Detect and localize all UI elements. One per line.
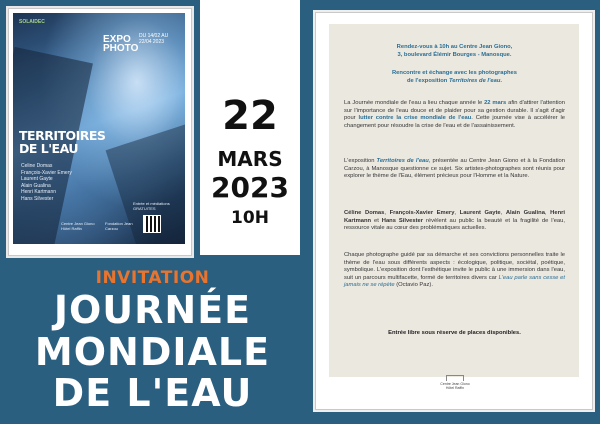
venue-logo-line: Centre Jean Giono [440,382,470,386]
paragraph-artists [344,210,565,233]
venue-logo [440,382,470,390]
exhibition-name: Territoires de l'eau [448,77,501,84]
date-day: 22 [222,93,278,139]
invitation-label: INVITATION [95,268,210,288]
meeting-description [344,70,565,85]
quote: L'eau parle sans cesse et jamais ne se répète [344,274,565,289]
text-run: Chaque photographe guidé par sa démarche et ses convictions personnelles traite le thème de l'eau sous différents aspects : écologique, politique, sociétal, poétique, symbolique. L'exposition dont l'esthétique invite le public à une immersion dans l'eau, suit un parcours multifacette, formé de territoires divers car [344,252,565,281]
qr-code-icon [143,215,161,233]
text-run: (Octavio Paz). [394,282,433,289]
artist-name: François-Xavier Emery [389,210,455,216]
title-line3: DE L'EAU [52,371,253,415]
date-month: MARS [217,147,283,171]
text-run: . [500,77,502,84]
poster-artist: Hans Silvester [21,195,54,202]
poster-artist: François-Xavier Emery [21,169,72,176]
exhibition-poster [13,13,185,244]
poster-artist: Laurent Gayte [21,176,53,182]
venue-logo-icon [446,375,464,381]
poster-artist: Alain Gualina [21,182,51,189]
text-run: de l'exposition [406,77,449,84]
poster-title [19,129,105,155]
paragraph-exhibition [344,158,565,181]
poster-title-line1: TERRITOIRES [19,128,106,143]
text-run: . Cette journée vise à accélérer le changement pour résoudre la crise de l'eau et de l'assainissement. [344,115,565,129]
poster-dates: DU 14/02 AU 22/04 2023 [139,33,169,45]
poster-venue: Fondation Jean Carzou [105,221,133,231]
poster-artist: Henri Kartmann [21,189,57,195]
title-line2: MONDIALE [34,330,271,374]
meeting-description-line: Rencontre et échange avec les photographes [392,70,517,76]
meeting-place-line: Rendez-vous à 10h au Centre Jean Giono, [396,44,513,50]
free-entry-note: Entrée libre sous réserve de places disponibles. [388,330,521,336]
text-run: et [371,217,382,224]
text-run: , [454,210,460,216]
meeting-description-line [344,78,565,86]
poster-artist-list [21,163,72,202]
date-hour: 10H [231,208,269,228]
title-line1: JOURNÉE [53,288,252,332]
artist-name: Alain Gualina [505,210,545,216]
text-run: , [384,210,390,216]
artist-name: Laurent Gayte [459,210,501,216]
highlight-text: lutter contre la crise mondiale de l'eau [358,115,472,122]
artist-name: Céline Domas [344,210,385,216]
text-run: , [544,210,551,216]
poster-expo-label: EXPO PHOTO [103,34,139,54]
text-run: révèlent au public la beauté et la fragilité de l'eau, ressource vitale au cœur des problématiques actuelles. [344,217,565,232]
artist-name: Hans Silvester [381,217,424,224]
highlight-date: 22 mars [484,100,507,106]
venue-logo-line: Hôtel Raffin [445,386,465,390]
meeting-place-line: 3, boulevard Élémir Bourges - Manosque. [397,51,512,58]
poster-artist: Celine Domas [21,163,53,169]
poster-logo: SOLAIDEC [19,19,45,25]
text-run: La Journée mondiale de l'eau a lieu chaque année le [344,100,485,106]
text-run: , présentée au Centre Jean Giono et à la Fondation Carzou, à Manosque questionne ce sujet. Six artistes-photographes sont réunis pour explorer le thème de l'Eau, élément précieux pour l'Homme et la Nature. [344,158,565,180]
artist-name: Henri Kartmann [344,210,565,224]
paragraph-approach [344,252,565,290]
date-year: 2023 [211,171,289,204]
paragraph-intro [344,100,565,130]
poster-entry-info: Entrée et médiations GRATUITES [133,201,170,211]
exhibition-name: Territoires de l'eau [376,158,429,164]
text-run: , [500,210,506,216]
poster-title-line2: DE L'EAU [19,141,79,156]
poster-venue: Centre Jean Giono Hôtel Raffin [61,221,95,231]
text-run: afin d'attirer l'attention sur l'importance de l'eau douce et de plaider pour sa gestion durable. Il s'agit d'agir pour [344,100,565,122]
text-run: L'exposition [344,158,377,164]
meeting-place [344,44,565,59]
